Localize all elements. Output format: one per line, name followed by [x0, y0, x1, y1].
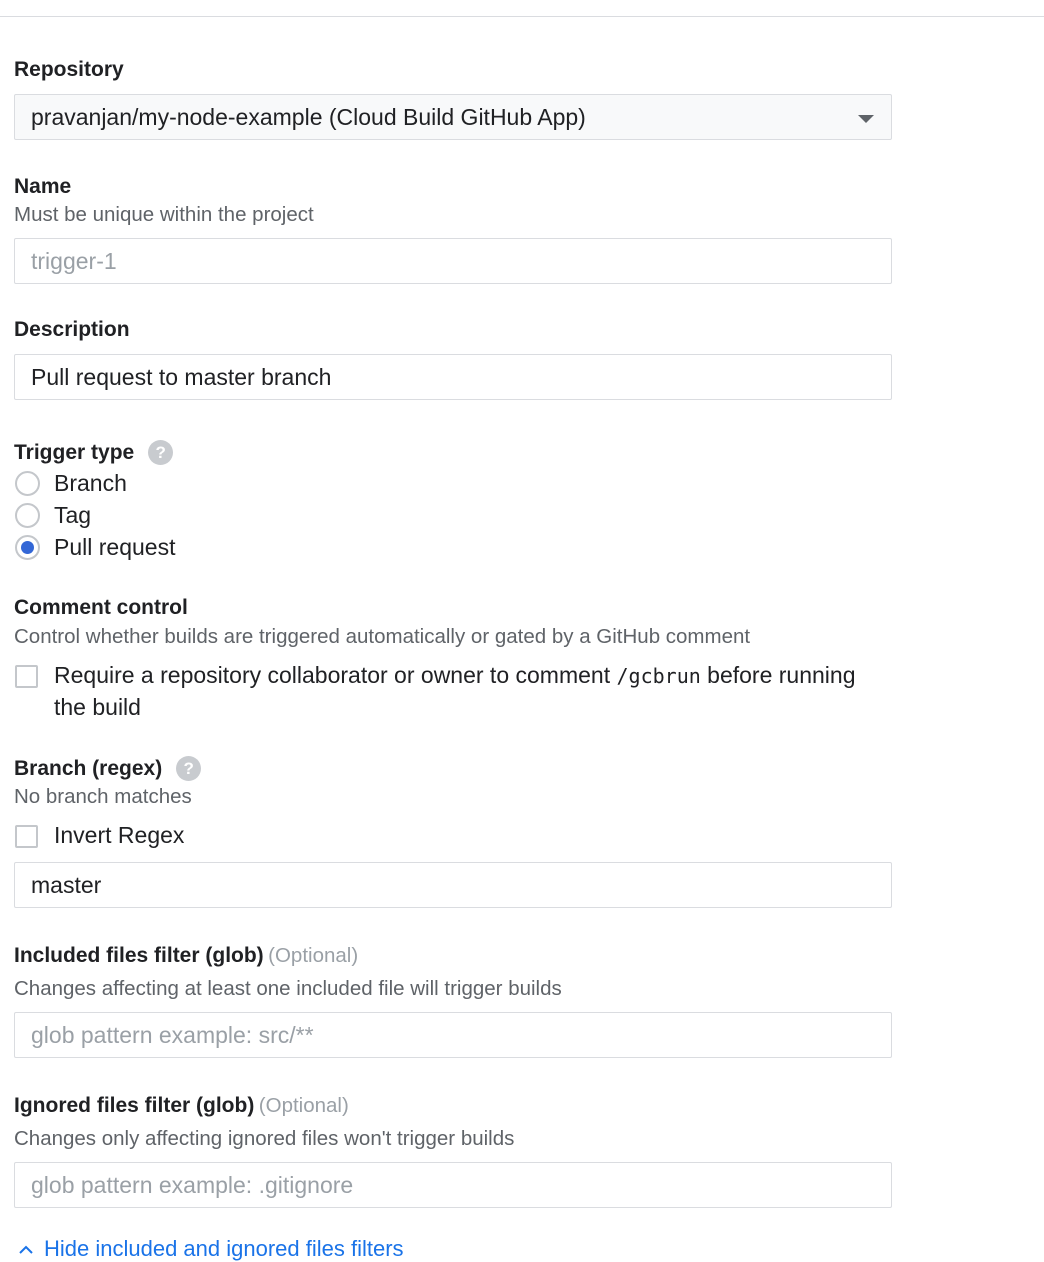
- radio-pull-request-label[interactable]: Pull request: [54, 534, 176, 560]
- toggle-filters-label: Hide included and ignored files filters: [44, 1236, 404, 1261]
- ignored-filter-header: [14, 1094, 349, 1118]
- repository-label: Repository: [14, 58, 124, 81]
- comment-control-checkbox[interactable]: [15, 665, 38, 688]
- comment-control-hint: Control whether builds are triggered automatically or gated by a GitHub comment: [14, 625, 751, 648]
- invert-regex-checkbox[interactable]: [15, 825, 38, 848]
- branch-regex-input[interactable]: [14, 862, 892, 908]
- chevron-up-icon: [18, 1244, 34, 1254]
- radio-pull-request[interactable]: [15, 535, 40, 560]
- help-icon[interactable]: ?: [148, 440, 173, 465]
- radio-tag-label[interactable]: Tag: [54, 502, 92, 528]
- top-divider: [0, 16, 1044, 17]
- comment-control-text-before: Require a repository collaborator or owner to comment: [54, 662, 611, 688]
- gcbrun-code: /gcbrun: [616, 664, 701, 688]
- name-placeholder: trigger-1: [31, 247, 117, 274]
- branch-regex-hint: No branch matches: [14, 785, 192, 808]
- branch-regex-label: Branch (regex): [14, 756, 163, 780]
- ignored-filter-optional: (Optional): [258, 1094, 349, 1117]
- radio-selected-dot: [21, 541, 34, 554]
- ignored-filter-hint: Changes only affecting ignored files won't trigger builds: [14, 1127, 515, 1150]
- radio-tag[interactable]: [15, 503, 40, 528]
- name-label: Name: [14, 175, 72, 198]
- name-hint: Must be unique within the project: [14, 203, 314, 226]
- included-filter-hint: Changes affecting at least one included file will trigger builds: [14, 977, 562, 1000]
- name-input[interactable]: [14, 238, 892, 284]
- description-input[interactable]: [14, 354, 892, 400]
- branch-regex-header: [14, 756, 201, 781]
- comment-control-checkbox-line1[interactable]: [54, 662, 856, 689]
- invert-regex-label[interactable]: Invert Regex: [54, 822, 185, 848]
- trigger-type-label: Trigger type: [14, 440, 135, 464]
- comment-control-text-after: before running: [707, 662, 856, 688]
- description-label: Description: [14, 318, 130, 341]
- ignored-filter-input[interactable]: [14, 1162, 892, 1208]
- included-filter-placeholder: glob pattern example: src/**: [31, 1021, 314, 1048]
- branch-regex-value: master: [31, 871, 102, 898]
- toggle-filters-link[interactable]: [18, 1236, 404, 1262]
- radio-branch[interactable]: [15, 471, 40, 496]
- ignored-filter-placeholder: glob pattern example: .gitignore: [31, 1171, 354, 1198]
- repository-select[interactable]: [14, 94, 892, 140]
- help-icon[interactable]: ?: [176, 756, 201, 781]
- included-filter-optional: (Optional): [268, 944, 359, 967]
- included-filter-header: [14, 944, 358, 968]
- ignored-filter-label: Ignored files filter (glob): [14, 1094, 255, 1117]
- description-value: Pull request to master branch: [31, 363, 332, 390]
- comment-control-checkbox-line2[interactable]: the build: [54, 694, 141, 720]
- chevron-down-icon: [858, 115, 874, 123]
- included-filter-input[interactable]: [14, 1012, 892, 1058]
- repository-value: pravanjan/my-node-example (Cloud Build GitHub App): [31, 103, 586, 130]
- trigger-type-header: [14, 440, 173, 465]
- radio-branch-label[interactable]: Branch: [54, 470, 127, 496]
- included-filter-label: Included files filter (glob): [14, 944, 264, 967]
- comment-control-label: Comment control: [14, 596, 188, 619]
